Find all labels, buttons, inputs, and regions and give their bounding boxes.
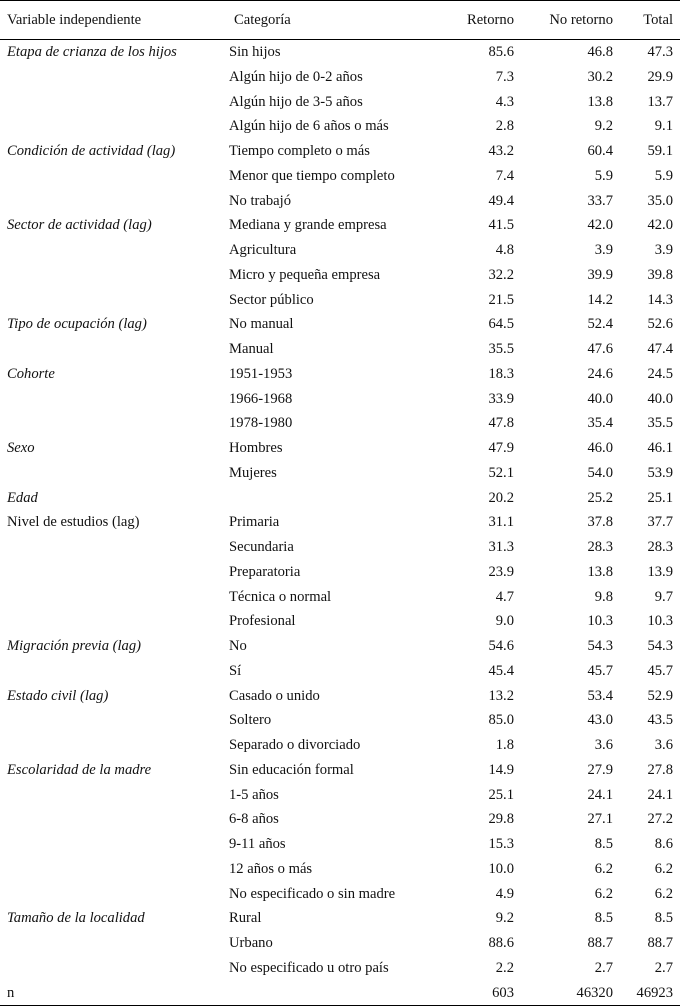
cell-no-retorno: 3.9 — [594, 242, 613, 258]
cell-category: No — [229, 638, 247, 654]
cell-category: Mediana y grande empresa — [229, 217, 387, 234]
cell-no-retorno: 39.9 — [587, 266, 613, 283]
cell-total: 9.1 — [654, 118, 673, 135]
cell-category: Sector público — [229, 291, 314, 308]
cell-no-retorno: 30.2 — [587, 68, 613, 85]
cell-retorno: 18.3 — [488, 365, 514, 382]
table-row — [0, 931, 680, 956]
cell-retorno: 7.3 — [495, 68, 514, 85]
cell-retorno: 88.6 — [488, 935, 514, 951]
cell-no-retorno: 40.0 — [587, 390, 613, 407]
cell-retorno: 32.2 — [488, 266, 514, 283]
cell-total: 8.5 — [654, 910, 673, 927]
cell-category: Profesional — [229, 613, 296, 630]
table-row — [0, 906, 680, 931]
cell-variable — [0, 288, 229, 313]
table-row — [0, 40, 680, 65]
cell-no-retorno: 42.0 — [587, 217, 613, 234]
cell-variable — [0, 783, 229, 808]
cell-retorno: 1.8 — [495, 737, 514, 753]
cell-retorno: 20.2 — [488, 489, 514, 506]
cell-retorno: 52.1 — [488, 464, 514, 481]
cell-retorno: 33.9 — [488, 390, 514, 407]
table-row — [0, 139, 680, 164]
cell-category: Técnica o normal — [229, 588, 332, 605]
cell-total: 88.7 — [647, 935, 673, 951]
cell-variable — [0, 807, 229, 832]
cell-category: Tiempo completo o más — [229, 143, 370, 159]
cell-no-retorno: 24.6 — [587, 365, 613, 382]
cell-category: Agricultura — [229, 242, 297, 258]
cell-total: 35.5 — [647, 415, 673, 432]
cell-retorno: 9.0 — [495, 613, 514, 630]
cell-total: 54.3 — [647, 638, 673, 654]
cell-no-retorno: 33.7 — [587, 192, 613, 209]
cell-total: 24.1 — [647, 786, 673, 803]
cell-category: Soltero — [229, 712, 272, 729]
cell-total: 37.7 — [647, 514, 673, 531]
cell-variable — [0, 90, 229, 115]
table-row — [0, 832, 680, 857]
cell-total: 47.4 — [647, 341, 673, 357]
cell-no-retorno: 27.9 — [587, 761, 613, 778]
cell-variable: Cohorte — [7, 365, 55, 382]
cell-retorno: 31.3 — [488, 539, 514, 555]
cell-no-retorno: 3.6 — [594, 737, 613, 753]
cell-variable — [0, 832, 229, 857]
cell-variable — [0, 65, 229, 90]
cell-category: Casado o unido — [229, 687, 320, 704]
cell-total: 45.7 — [647, 662, 673, 679]
cell-total: 28.3 — [647, 539, 673, 555]
cell-retorno: 7.4 — [495, 167, 514, 184]
cell-no-retorno: 46.0 — [587, 440, 613, 456]
cell-category: No especificado u otro país — [229, 959, 389, 976]
cell-retorno: 4.3 — [495, 93, 514, 110]
cell-category: Separado o divorciado — [229, 737, 361, 753]
cell-retorno: 45.4 — [488, 662, 514, 679]
cell-variable — [0, 609, 229, 634]
cell-category: Hombres — [229, 440, 283, 456]
cell-retorno: 31.1 — [488, 514, 514, 531]
cell-no-retorno: 13.8 — [587, 93, 613, 110]
cell-variable — [0, 882, 229, 907]
cell-retorno: 43.2 — [488, 143, 514, 159]
table-row — [0, 263, 680, 288]
table-row — [0, 337, 680, 362]
table-row — [0, 857, 680, 882]
table-row — [0, 189, 680, 214]
cell-retorno: 10.0 — [488, 860, 514, 877]
cell-category: Primaria — [229, 514, 280, 531]
cell-variable — [0, 733, 229, 758]
cell-retorno: 35.5 — [488, 341, 514, 357]
cell-category: Preparatoria — [229, 563, 301, 580]
cell-retorno: 2.8 — [495, 118, 514, 135]
cell-total: 2.7 — [654, 959, 673, 976]
table-row — [0, 362, 680, 387]
cell-no-retorno: 53.4 — [587, 687, 613, 704]
cell-no-retorno: 24.1 — [587, 786, 613, 803]
cell-total: 13.9 — [647, 563, 673, 580]
cell-total: 42.0 — [647, 217, 673, 234]
cell-category: Menor que tiempo completo — [229, 167, 395, 184]
cell-no-retorno: 25.2 — [587, 489, 613, 506]
cell-category: Rural — [229, 910, 262, 927]
cell-no-retorno: 54.0 — [587, 464, 613, 481]
cell-retorno: 49.4 — [488, 192, 514, 209]
table-row — [0, 387, 680, 412]
cell-no-retorno: 5.9 — [594, 167, 613, 184]
cell-retorno: 23.9 — [488, 563, 514, 580]
cell-retorno: 25.1 — [488, 786, 514, 803]
cell-no-retorno: 14.2 — [587, 291, 613, 308]
cell-total: 40.0 — [647, 390, 673, 407]
cell-no-retorno: 8.5 — [594, 836, 613, 852]
table-row — [0, 708, 680, 733]
table-row — [0, 164, 680, 189]
cell-retorno: 4.7 — [495, 588, 514, 605]
cell-total: 46.1 — [647, 440, 673, 456]
table-row — [0, 486, 680, 511]
table-row — [0, 213, 680, 238]
cell-retorno: 47.9 — [488, 440, 514, 456]
cell-category: 1978-1980 — [229, 415, 293, 432]
cell-no-retorno: 9.8 — [594, 588, 613, 605]
table-row — [0, 609, 680, 634]
table-row — [0, 288, 680, 313]
table-row — [0, 65, 680, 90]
cell-variable: Sexo — [7, 440, 35, 456]
cell-variable — [0, 931, 229, 956]
cell-category: Algún hijo de 6 años o más — [229, 118, 389, 135]
table-row — [0, 461, 680, 486]
cell-no-retorno: 43.0 — [587, 712, 613, 729]
cell-retorno: 2.2 — [495, 959, 514, 976]
cell-category: Sin educación formal — [229, 761, 354, 778]
cell-retorno: 85.6 — [488, 44, 514, 60]
cell-category: 6-8 años — [229, 811, 279, 828]
cell-retorno: 4.9 — [495, 885, 514, 902]
cell-variable — [0, 585, 229, 610]
cell-retorno: 47.8 — [488, 415, 514, 432]
table-row — [0, 535, 680, 560]
cell-no-retorno: 52.4 — [587, 316, 613, 333]
cell-total: 10.3 — [647, 613, 673, 630]
table-row — [0, 634, 680, 659]
cell-category: Urbano — [229, 935, 273, 951]
cell-no-retorno: 6.2 — [594, 860, 613, 877]
cell-no-retorno: 88.7 — [587, 935, 613, 951]
cell-variable — [0, 956, 229, 981]
cell-no-retorno: 9.2 — [594, 118, 613, 135]
cell-total: 27.8 — [647, 761, 673, 778]
cell-total: 25.1 — [647, 489, 673, 506]
cell-variable — [0, 461, 229, 486]
cell-retorno: 15.3 — [488, 836, 514, 852]
cell-category: No manual — [229, 316, 294, 333]
table-row — [0, 411, 680, 436]
cell-total: 46923 — [613, 981, 680, 1006]
table-row — [0, 436, 680, 461]
cell-total: 52.9 — [647, 687, 673, 704]
cell-no-retorno: 28.3 — [587, 539, 613, 555]
cell-variable — [0, 337, 229, 362]
cell-category: 9-11 años — [229, 836, 286, 852]
cell-category: Sin hijos — [229, 44, 281, 60]
table-row — [0, 882, 680, 907]
cell-variable: Nivel de estudios (lag) — [7, 514, 140, 531]
cell-no-retorno: 46.8 — [587, 44, 613, 60]
header-retorno: Retorno — [434, 1, 514, 40]
cell-variable — [0, 560, 229, 585]
cell-total: 47.3 — [647, 44, 673, 60]
table-row — [0, 114, 680, 139]
cell-category: Algún hijo de 0-2 años — [229, 68, 363, 85]
cell-total: 29.9 — [647, 68, 673, 85]
cell-category: Sí — [229, 662, 242, 679]
cell-no-retorno: 6.2 — [594, 885, 613, 902]
header-no-retorno: No retorno — [514, 1, 613, 40]
cell-retorno: 64.5 — [488, 316, 514, 333]
cell-category: 1966-1968 — [229, 390, 293, 407]
cell-variable: Tipo de ocupación (lag) — [7, 316, 147, 333]
table-row — [0, 758, 680, 783]
table-row — [0, 807, 680, 832]
cell-category: 1-5 años — [229, 786, 279, 803]
cell-total: 13.7 — [647, 93, 673, 110]
cell-no-retorno: 37.8 — [587, 514, 613, 531]
table-row — [0, 783, 680, 808]
cell-variable: Edad — [7, 489, 38, 506]
cell-category: Micro y pequeña empresa — [229, 266, 381, 283]
table-row — [0, 90, 680, 115]
cell-total: 6.2 — [654, 885, 673, 902]
cell-variable: n — [0, 981, 229, 1006]
cell-no-retorno: 54.3 — [587, 638, 613, 654]
cell-retorno: 41.5 — [488, 217, 514, 234]
cell-total: 5.9 — [654, 167, 673, 184]
cell-total: 39.8 — [647, 266, 673, 283]
cell-variable — [0, 189, 229, 214]
cell-retorno: 13.2 — [488, 687, 514, 704]
table-row — [0, 956, 680, 981]
header-total: Total — [613, 1, 680, 40]
cell-category: No especificado o sin madre — [229, 885, 396, 902]
cell-total: 6.2 — [654, 860, 673, 877]
cell-category: 1951-1953 — [229, 365, 293, 382]
cell-total: 35.0 — [647, 192, 673, 209]
table-row — [0, 560, 680, 585]
table-row — [0, 238, 680, 263]
cell-no-retorno: 2.7 — [594, 959, 613, 976]
cell-variable — [0, 238, 229, 263]
cell-variable: Escolaridad de la madre — [7, 761, 152, 778]
cell-variable: Condición de actividad (lag) — [7, 143, 176, 159]
table-row — [0, 659, 680, 684]
cell-retorno: 29.8 — [488, 811, 514, 828]
cell-no-retorno: 47.6 — [587, 341, 613, 357]
cell-total: 8.6 — [654, 836, 673, 852]
cell-variable — [0, 659, 229, 684]
cell-total: 3.9 — [654, 242, 673, 258]
cell-variable — [0, 263, 229, 288]
cell-variable — [0, 164, 229, 189]
cell-variable — [0, 387, 229, 412]
cell-total: 59.1 — [647, 143, 673, 159]
table-body — [0, 40, 680, 1006]
cell-variable: Sector de actividad (lag) — [7, 217, 152, 234]
cell-total: 3.6 — [654, 737, 673, 753]
cell-retorno: 21.5 — [488, 291, 514, 308]
cell-retorno: 14.9 — [488, 761, 514, 778]
cell-total: 53.9 — [647, 464, 673, 481]
cell-category: Secundaria — [229, 539, 294, 555]
header-category: Categoría — [229, 1, 434, 40]
header-row — [0, 1, 680, 40]
cell-total: 24.5 — [647, 365, 673, 382]
cell-variable — [0, 857, 229, 882]
cell-variable: Etapa de crianza de los hijos — [7, 44, 177, 60]
cell-variable: Migración previa (lag) — [7, 638, 142, 654]
cell-no-retorno: 46320 — [514, 981, 613, 1006]
cell-variable — [0, 411, 229, 436]
table-row — [0, 585, 680, 610]
cell-variable: Estado civil (lag) — [7, 687, 109, 704]
cell-variable — [0, 114, 229, 139]
cell-no-retorno: 35.4 — [587, 415, 613, 432]
cell-retorno: 603 — [434, 981, 514, 1006]
cell-category — [229, 486, 434, 511]
cell-category: No trabajó — [229, 192, 292, 209]
table-row — [0, 312, 680, 337]
cell-total: 14.3 — [647, 291, 673, 308]
cell-retorno: 54.6 — [488, 638, 514, 654]
cell-total: 27.2 — [647, 811, 673, 828]
cell-retorno: 4.8 — [495, 242, 514, 258]
cell-total: 9.7 — [654, 588, 673, 605]
cell-variable — [0, 535, 229, 560]
cell-no-retorno: 27.1 — [587, 811, 613, 828]
cell-no-retorno: 8.5 — [594, 910, 613, 927]
cell-total: 43.5 — [647, 712, 673, 729]
cell-category: 12 años o más — [229, 860, 313, 877]
cell-category: Mujeres — [229, 464, 277, 481]
table-row — [0, 684, 680, 709]
cell-retorno: 9.2 — [495, 910, 514, 927]
table-row — [0, 733, 680, 758]
cell-category: Algún hijo de 3-5 años — [229, 93, 363, 110]
cell-total: 52.6 — [647, 316, 673, 333]
cell-variable: Tamaño de la localidad — [7, 910, 145, 927]
cell-retorno: 85.0 — [488, 712, 514, 729]
cell-no-retorno: 10.3 — [587, 613, 613, 630]
header-variable: Variable independiente — [0, 1, 229, 40]
cell-no-retorno: 60.4 — [587, 143, 613, 159]
cell-category: Manual — [229, 341, 274, 357]
cell-no-retorno: 45.7 — [587, 662, 613, 679]
table-row — [0, 510, 680, 535]
cell-variable — [0, 708, 229, 733]
cell-no-retorno: 13.8 — [587, 563, 613, 580]
